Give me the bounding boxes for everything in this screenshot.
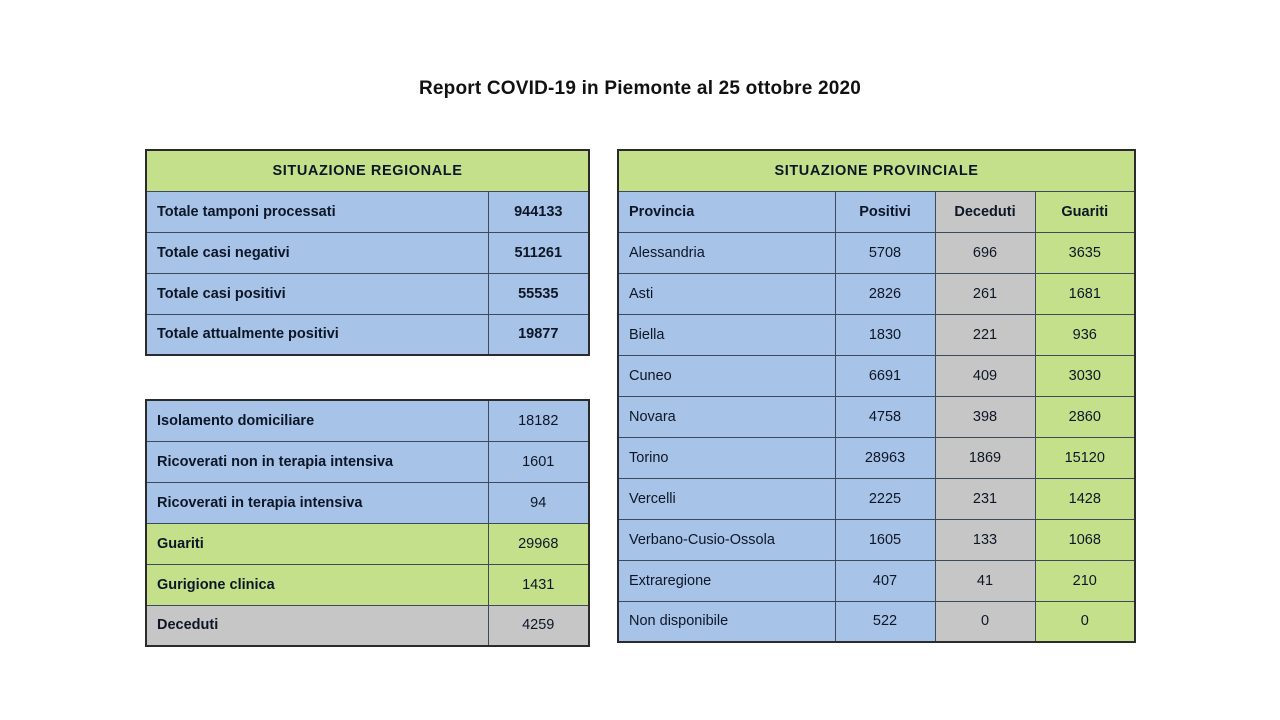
provincial-row-guariti: 15120	[1035, 437, 1135, 478]
provincial-row-positivi: 522	[835, 601, 935, 642]
provincial-row-name: Asti	[618, 273, 835, 314]
provincial-row-guariti: 1068	[1035, 519, 1135, 560]
page-title: Report COVID-19 in Piemonte al 25 ottobre 2020	[418, 78, 862, 99]
provincial-column-header: Positivi	[835, 191, 935, 232]
detail-row-value: 1431	[488, 564, 589, 605]
provincial-row-name: Alessandria	[618, 232, 835, 273]
table-row	[146, 232, 589, 273]
provincial-row-deceduti: 41	[935, 560, 1035, 601]
provincial-row-deceduti: 221	[935, 314, 1035, 355]
provincial-row-guariti: 3030	[1035, 355, 1135, 396]
provincial-row-guariti: 1428	[1035, 478, 1135, 519]
provincial-column-header: Provincia	[618, 191, 835, 232]
regional-row-value: 55535	[488, 273, 589, 314]
table-row	[618, 437, 1135, 478]
provincial-row-deceduti: 261	[935, 273, 1035, 314]
detail-row-value: 18182	[488, 400, 589, 441]
table-row	[146, 314, 589, 355]
regional-row-label: Totale casi negativi	[146, 232, 488, 273]
detail-row-label: Ricoverati non in terapia intensiva	[146, 441, 488, 482]
provincial-row-guariti: 0	[1035, 601, 1135, 642]
table-row	[618, 314, 1135, 355]
provincial-row-guariti: 2860	[1035, 396, 1135, 437]
table-row	[618, 519, 1135, 560]
provincial-row-deceduti: 231	[935, 478, 1035, 519]
provincial-row-name: Vercelli	[618, 478, 835, 519]
table-row	[146, 400, 589, 441]
provincial-row-positivi: 407	[835, 560, 935, 601]
regional-row-label: Totale tamponi processati	[146, 191, 488, 232]
provincial-banner-row	[618, 150, 1135, 191]
provincial-row-deceduti: 696	[935, 232, 1035, 273]
table-row	[618, 560, 1135, 601]
table-row	[146, 523, 589, 564]
provincial-row-name: Extraregione	[618, 560, 835, 601]
provincial-row-name: Non disponibile	[618, 601, 835, 642]
provincial-row-positivi: 1605	[835, 519, 935, 560]
provincial-row-positivi: 4758	[835, 396, 935, 437]
table-row	[146, 564, 589, 605]
regional-banner-row	[146, 150, 589, 191]
provincial-row-deceduti: 0	[935, 601, 1035, 642]
detail-row-value: 29968	[488, 523, 589, 564]
provincial-row-guariti: 3635	[1035, 232, 1135, 273]
table-row	[146, 191, 589, 232]
provincial-row-guariti: 210	[1035, 560, 1135, 601]
regional-summary-table	[145, 149, 590, 356]
provincial-row-deceduti: 1869	[935, 437, 1035, 478]
provincial-row-name: Verbano-Cusio-Ossola	[618, 519, 835, 560]
regional-row-label: Totale casi positivi	[146, 273, 488, 314]
detail-row-value: 94	[488, 482, 589, 523]
table-row	[146, 273, 589, 314]
provincial-header-row	[618, 191, 1135, 232]
regional-row-value: 944133	[488, 191, 589, 232]
table-row	[618, 355, 1135, 396]
table-row	[618, 232, 1135, 273]
detail-row-label: Ricoverati in terapia intensiva	[146, 482, 488, 523]
table-row	[146, 482, 589, 523]
provincial-row-guariti: 936	[1035, 314, 1135, 355]
regional-row-value: 511261	[488, 232, 589, 273]
detail-row-value: 4259	[488, 605, 589, 646]
detail-row-label: Isolamento domiciliare	[146, 400, 488, 441]
provincial-row-deceduti: 409	[935, 355, 1035, 396]
provincial-row-name: Novara	[618, 396, 835, 437]
regional-banner-label: SITUAZIONE REGIONALE	[146, 150, 589, 191]
provincial-table	[617, 149, 1136, 643]
provincial-row-name: Cuneo	[618, 355, 835, 396]
table-row	[146, 441, 589, 482]
detail-row-label: Gurigione clinica	[146, 564, 488, 605]
provincial-row-positivi: 6691	[835, 355, 935, 396]
regional-row-label: Totale attualmente positivi	[146, 314, 488, 355]
table-row	[618, 478, 1135, 519]
provincial-column-header: Guariti	[1035, 191, 1135, 232]
table-row	[618, 396, 1135, 437]
provincial-row-guariti: 1681	[1035, 273, 1135, 314]
provincial-row-positivi: 28963	[835, 437, 935, 478]
provincial-row-positivi: 1830	[835, 314, 935, 355]
provincial-row-positivi: 2826	[835, 273, 935, 314]
detail-row-label: Deceduti	[146, 605, 488, 646]
table-row	[146, 605, 589, 646]
provincial-row-positivi: 5708	[835, 232, 935, 273]
detail-row-value: 1601	[488, 441, 589, 482]
provincial-column-header: Deceduti	[935, 191, 1035, 232]
provincial-banner-label: SITUAZIONE PROVINCIALE	[618, 150, 1135, 191]
table-row	[618, 601, 1135, 642]
provincial-row-deceduti: 133	[935, 519, 1035, 560]
regional-row-value: 19877	[488, 314, 589, 355]
provincial-row-name: Biella	[618, 314, 835, 355]
regional-detail-table	[145, 399, 590, 647]
table-row	[618, 273, 1135, 314]
provincial-row-deceduti: 398	[935, 396, 1035, 437]
provincial-row-positivi: 2225	[835, 478, 935, 519]
detail-row-label: Guariti	[146, 523, 488, 564]
provincial-row-name: Torino	[618, 437, 835, 478]
